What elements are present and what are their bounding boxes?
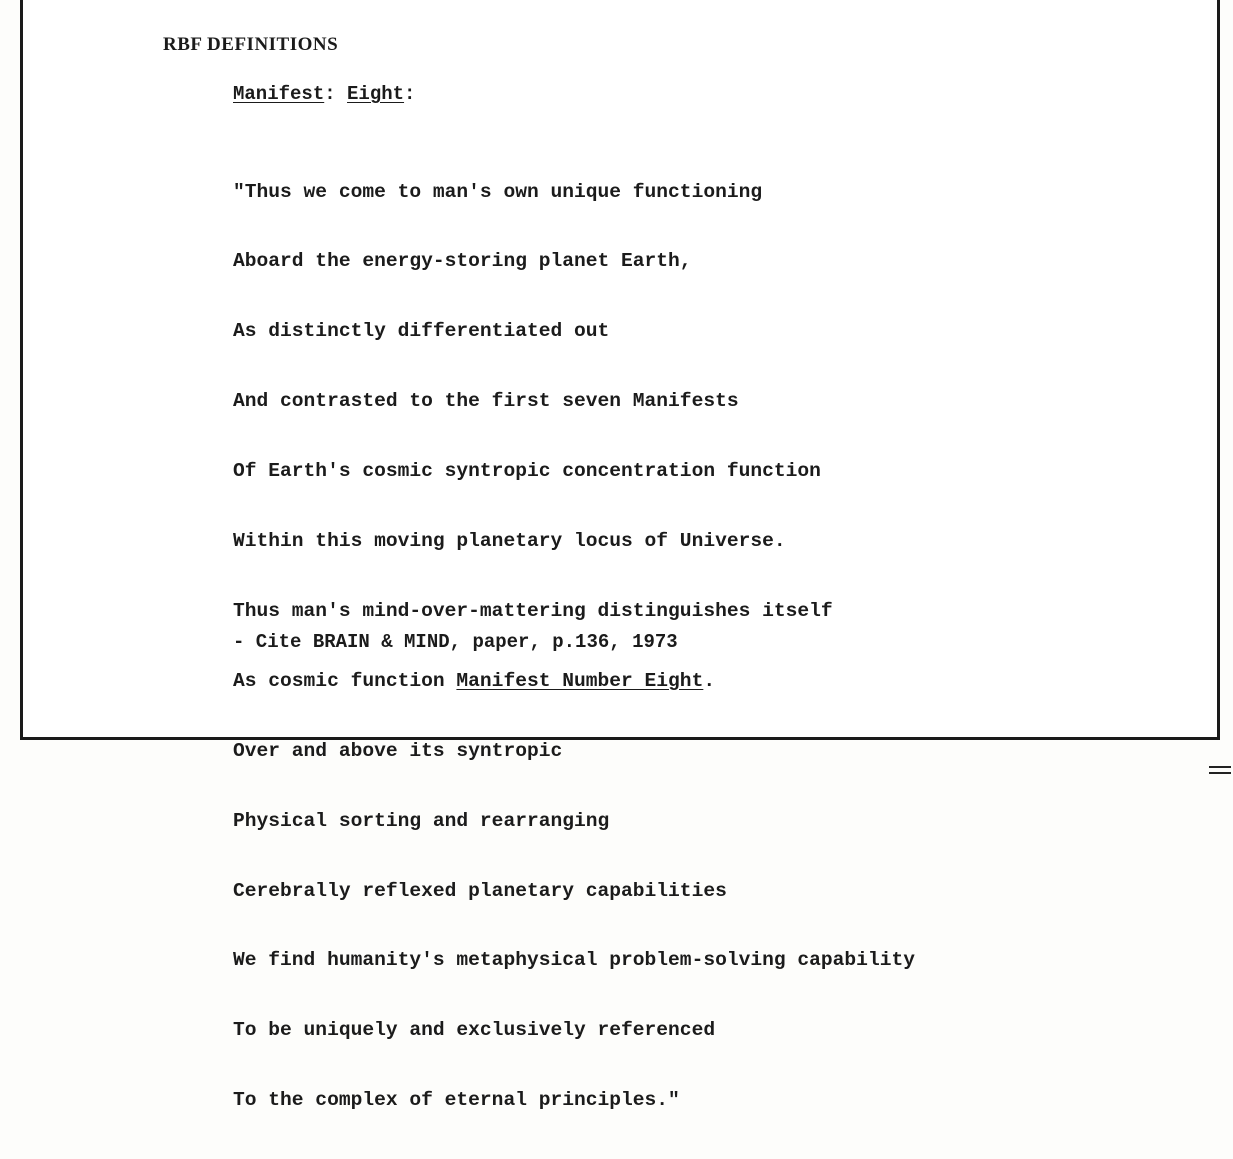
quote-line-emphasis [233,670,915,693]
quote-line: Within this moving planetary locus of Universe. [233,530,786,553]
definition-title [233,83,415,105]
quote-line: Of Earth's cosmic syntropic concentration function [233,460,821,483]
quote-line: Thus man's mind-over-mattering distinguishes itself [233,599,833,622]
definition-card [20,0,1220,1112]
quote-line: Aboard the energy-storing planet Earth, [233,250,692,273]
citation: - Cite BRAIN & MIND, paper, p.136, 1973 [233,631,678,653]
definition-number: Eight [347,83,405,105]
page-edge-mark [1209,766,1231,774]
quote-line-suffix: . [703,669,716,692]
definition-title-end: : [404,83,416,105]
quote-line: Over and above its syntropic [233,739,563,762]
quote-line: Cerebrally reflexed planetary capabilities [233,879,727,902]
quote-line: We find humanity's metaphysical problem-solving capability [233,949,915,972]
quote-line-prefix: As cosmic function [233,669,457,692]
quote-line: As distinctly differentiated out [233,320,610,343]
quote-line: Physical sorting and rearranging [233,809,610,832]
quote-line: To be uniquely and exclusively referenced [233,1019,716,1042]
quote-line: "Thus we come to man's own unique functioning [233,180,763,203]
definition-separator: : [324,83,336,105]
underlined-phrase: Manifest Number Eight [456,669,704,692]
document-heading: RBF DEFINITIONS [163,34,339,55]
definition-term: Manifest [233,83,325,105]
quote-line: And contrasted to the first seven Manifests [233,390,739,413]
quote-line: To the complex of eternal principles." [233,1089,680,1112]
